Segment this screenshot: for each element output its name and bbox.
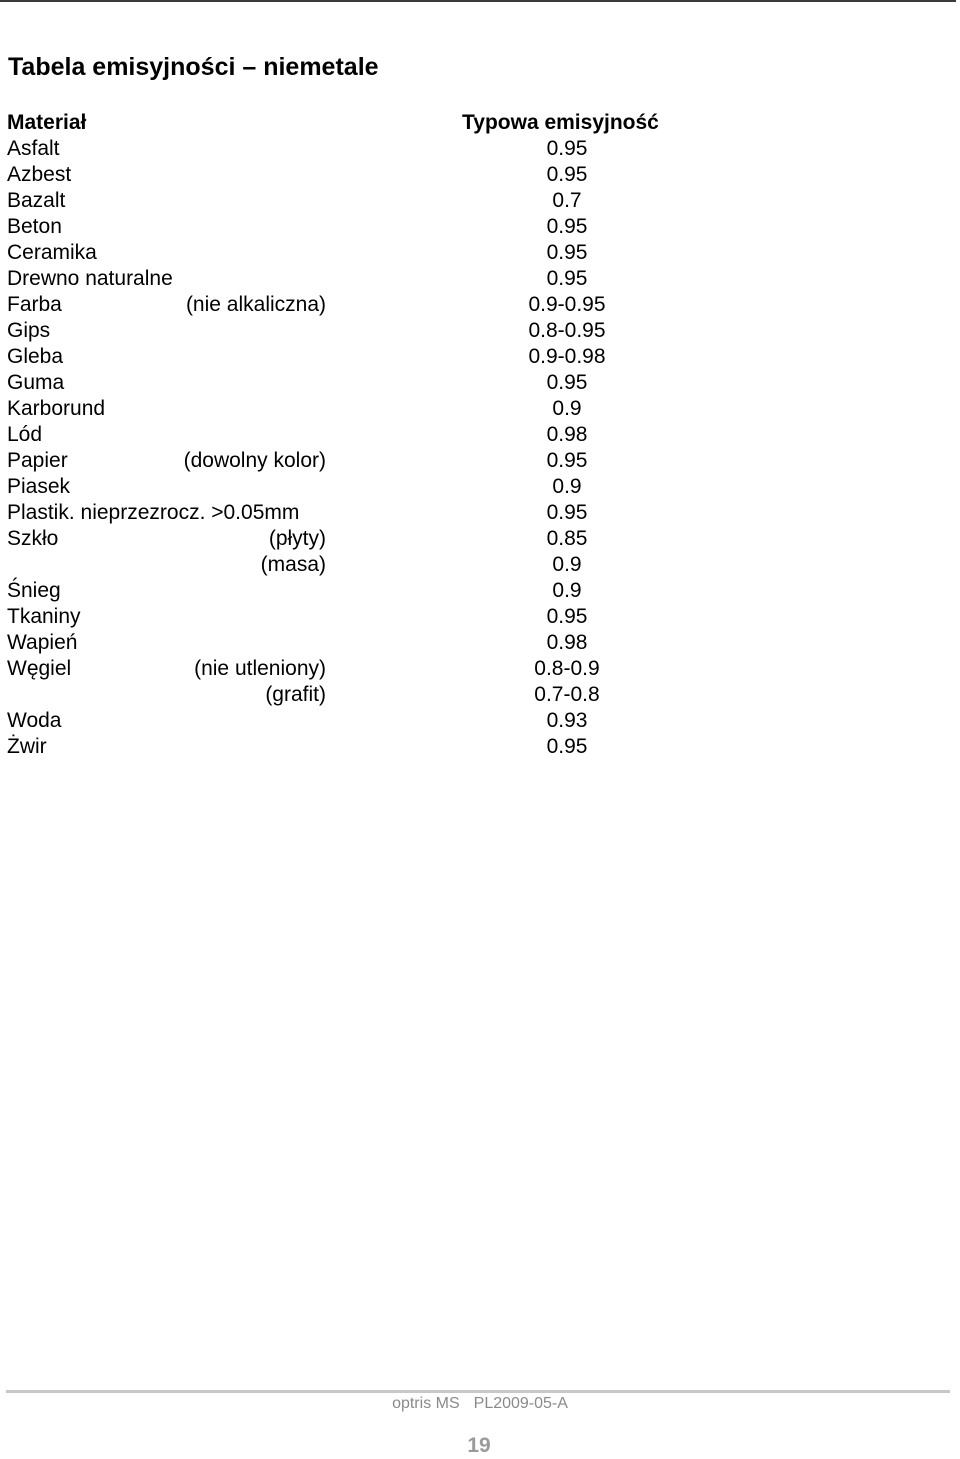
material-cell: Żwir (7, 735, 47, 758)
emissivity-value-cell: 0.7-0.8 (534, 683, 600, 706)
material-cell: Drewno naturalne (7, 267, 173, 290)
page-title: Tabela emisyjności – niemetale (8, 53, 379, 81)
material-cell: Woda (7, 709, 62, 732)
qualifier-cell: (nie alkaliczna) (185, 293, 326, 316)
table-row (0, 708, 960, 734)
table-row (0, 214, 960, 240)
material-cell: Gips (7, 319, 51, 342)
table-row (0, 240, 960, 266)
table-row (0, 266, 960, 292)
material-cell: Plastik. nieprzezrocz. >0.05mm (7, 501, 300, 524)
emissivity-value-cell: 0.7 (552, 189, 582, 212)
material-cell: Gleba (7, 345, 64, 368)
qualifier-cell: (grafit) (265, 683, 326, 706)
emissivity-value-cell: 0.95 (546, 371, 588, 394)
table-row (0, 318, 960, 344)
table-row (0, 136, 960, 162)
material-cell: Azbest (7, 163, 72, 186)
material-cell: Śnieg (7, 579, 61, 602)
emissivity-table (0, 136, 960, 760)
emissivity-value-cell: 0.8-0.95 (528, 319, 606, 342)
table-row (0, 448, 960, 474)
qualifier-cell: (dowolny kolor) (183, 449, 326, 472)
material-cell: Guma (7, 371, 65, 394)
material-cell: Piasek (7, 475, 71, 498)
table-row (0, 292, 960, 318)
material-cell: Karborund (7, 397, 106, 420)
footer-rule (6, 1390, 950, 1393)
table-row (0, 188, 960, 214)
footer-doc-code: PL2009-05-A (473, 1395, 568, 1412)
table-row (0, 578, 960, 604)
table-row (0, 682, 960, 708)
material-cell: Ceramika (7, 241, 97, 264)
qualifier-cell: (płyty) (268, 527, 326, 550)
emissivity-value-cell: 0.9 (552, 475, 582, 498)
emissivity-value-cell: 0.95 (546, 735, 588, 758)
emissivity-value-cell: 0.95 (546, 449, 588, 472)
qualifier-cell: (masa) (260, 553, 326, 576)
emissivity-value-cell: 0.9 (552, 397, 582, 420)
table-row (0, 344, 960, 370)
material-cell: Asfalt (7, 137, 60, 160)
table-row (0, 656, 960, 682)
material-cell: Tkaniny (7, 605, 81, 628)
qualifier-cell: (nie utleniony) (194, 657, 326, 680)
emissivity-value-cell: 0.8-0.9 (534, 657, 600, 680)
emissivity-value-cell: 0.95 (546, 163, 588, 186)
page-number: 19 (467, 1434, 491, 1457)
column-header-emissivity: Typowa emisyjność (462, 111, 659, 134)
emissivity-value-cell: 0.9-0.95 (528, 293, 606, 316)
emissivity-value-cell: 0.98 (546, 423, 588, 446)
top-rule (0, 0, 956, 2)
material-cell: Bazalt (7, 189, 66, 212)
material-cell: Węgiel (7, 657, 72, 680)
table-row (0, 552, 960, 578)
table-row (0, 370, 960, 396)
table-row (0, 500, 960, 526)
material-cell: Szkło (7, 527, 59, 550)
table-row (0, 422, 960, 448)
emissivity-value-cell: 0.95 (546, 267, 588, 290)
material-cell: Wapień (7, 631, 78, 654)
emissivity-value-cell: 0.9 (552, 553, 582, 576)
table-row (0, 474, 960, 500)
emissivity-value-cell: 0.95 (546, 241, 588, 264)
footer (0, 1395, 960, 1413)
emissivity-value-cell: 0.95 (546, 605, 588, 628)
column-header-material: Materiał (7, 111, 87, 134)
emissivity-value-cell: 0.95 (546, 501, 588, 524)
table-row (0, 734, 960, 760)
emissivity-value-cell: 0.9 (552, 579, 582, 602)
material-cell: Papier (7, 449, 68, 472)
emissivity-value-cell: 0.93 (546, 709, 588, 732)
table-row (0, 604, 960, 630)
emissivity-value-cell: 0.85 (546, 527, 588, 550)
material-cell: Farba (7, 293, 62, 316)
emissivity-value-cell: 0.95 (546, 215, 588, 238)
table-row (0, 396, 960, 422)
table-row (0, 526, 960, 552)
emissivity-value-cell: 0.9-0.98 (528, 345, 606, 368)
emissivity-value-cell: 0.98 (546, 631, 588, 654)
material-cell: Lód (7, 423, 43, 446)
table-row (0, 630, 960, 656)
footer-company: optris MS (392, 1395, 460, 1412)
emissivity-value-cell: 0.95 (546, 137, 588, 160)
material-cell: Beton (7, 215, 62, 238)
table-row (0, 162, 960, 188)
